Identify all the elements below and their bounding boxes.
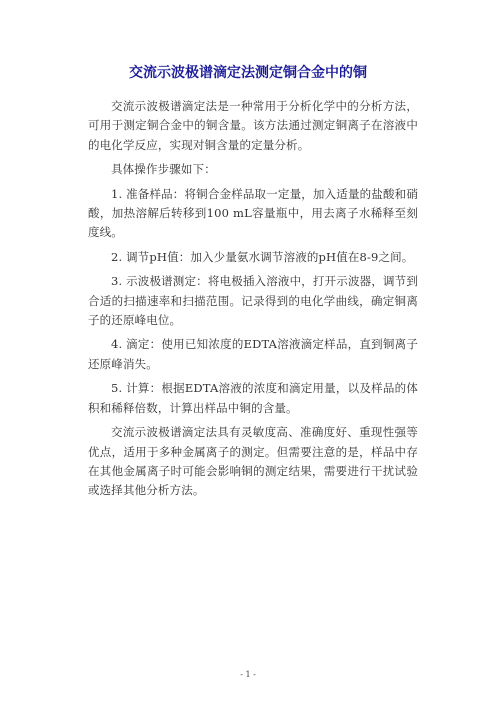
intro-paragraph: 交流示波极谱滴定法是一种常用于分析化学中的分析方法，可用于测定铜合金中的铜含量。该方法通过测定铜离子在溶液中的电化学反应，实现对铜含量的定量分析。 [88, 99, 418, 152]
steps-heading: 具体操作步骤如下： [111, 162, 216, 177]
step-1-paragraph: 1. 准备样品：将铜合金样品取一定量，加入适量的盐酸和硝酸，加热溶解后转移到100 mL容量瓶中，用去离子水稀释至刻度线。 [88, 186, 418, 240]
page-number: - 1 - [240, 670, 256, 679]
step-2-paragraph: 2. 调节pH值：加入少量氨水调节溶液的pH值在8-9之间。 [111, 249, 414, 264]
step-3-paragraph: 3. 示波极谱测定：将电极插入溶液中，打开示波器，调节到合适的扫描速率和扫描范围。记录得到的电化学曲线，确定铜离子的还原峰电位。 [88, 274, 418, 328]
conclusion-paragraph: 交流示波极谱滴定法具有灵敏度高、准确度好、重现性强等优点，适用于多种金属离子的测定。但需要注意的是，样品中存在其他金属离子时可能会影响铜的测定结果，需要进行干扰试验或选择其他分析方法。 [88, 425, 418, 498]
step-4-paragraph: 4. 滴定：使用已知浓度的EDTA溶液滴定样品，直到铜离子还原峰消失。 [88, 337, 418, 371]
step-5-paragraph: 5. 计算：根据EDTA溶液的浓度和滴定用量，以及样品的体积和稀释倍数，计算出样品中铜的含量。 [88, 381, 418, 415]
document-title: 交流示波极谱滴定法测定铜合金中的铜 [129, 65, 367, 81]
document-body [88, 97, 418, 506]
